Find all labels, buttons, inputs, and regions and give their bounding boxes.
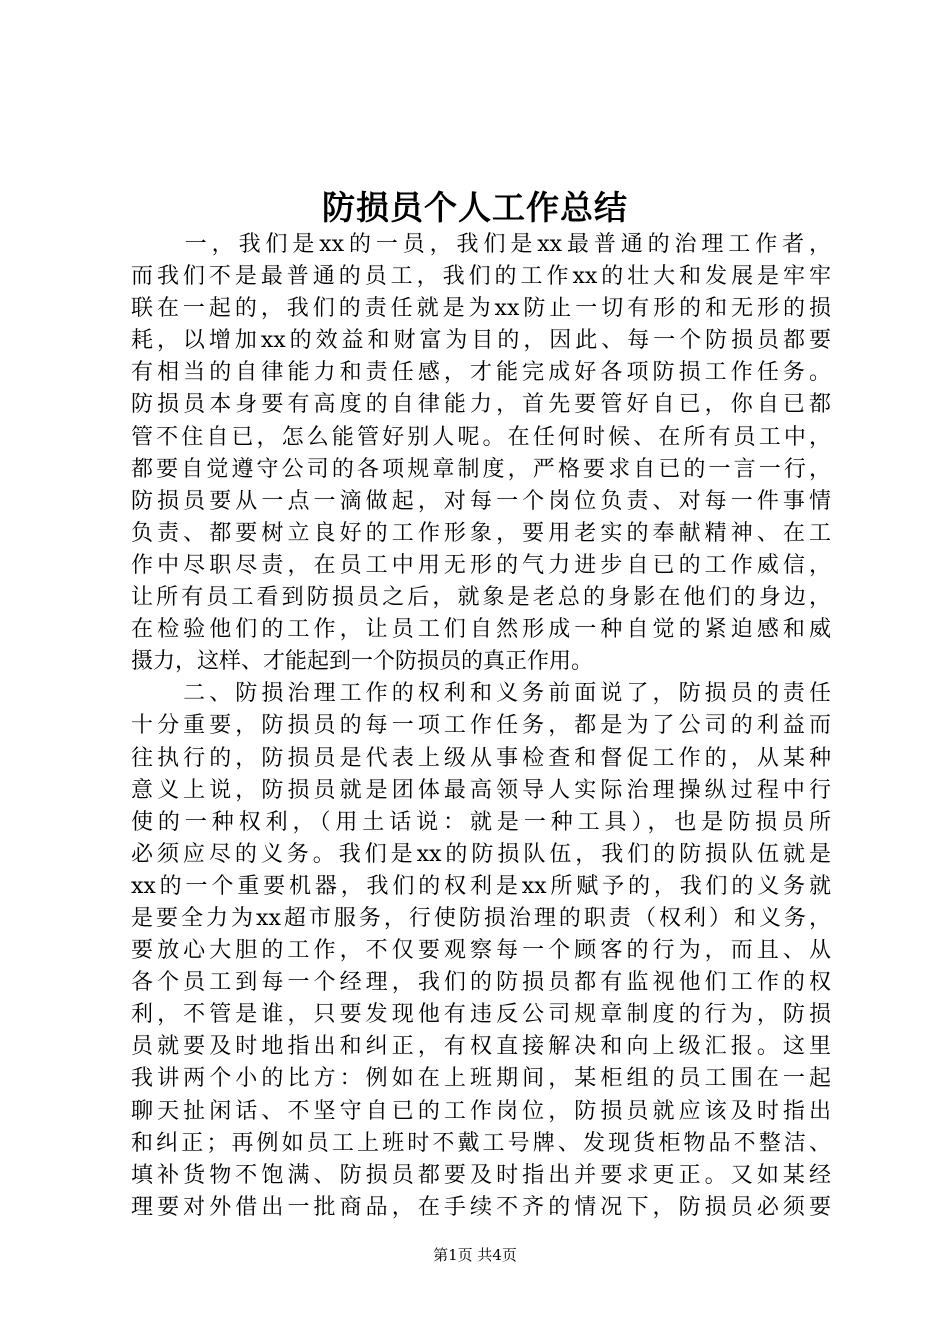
body-text-line: 联在一起的，我们的责任就是为xx防止一切有形的和无形的损 — [131, 296, 831, 322]
body-text-line: 必须应尽的义务。我们是xx的防损队伍，我们的防损队伍就是 — [131, 841, 831, 867]
body-text-line: 都要自觉遵守公司的各项规章制度，严格要求自已的一言一行， — [131, 456, 831, 482]
body-text-line: 聊天扯闲话、不坚守自已的工作岗位，防损员就应该及时指出 — [131, 1098, 831, 1124]
body-text-line: 摄力，这样、才能起到一个防损员的真正作用。 — [131, 649, 594, 675]
document-title: 防损员个人工作总结 — [322, 188, 628, 227]
body-text-line: 十分重要，防损员的每一项工作任务，都是为了公司的利益而 — [131, 713, 831, 739]
body-text-line: 让所有员工看到防损员之后，就象是老总的身影在他们的身边， — [131, 585, 831, 611]
body-text-line: 往执行的，防损员是代表上级从事检查和督促工作的，从某种 — [131, 745, 831, 771]
body-text-line: 作中尽职尽责，在员工中用无形的气力进步自已的工作威信， — [131, 552, 831, 578]
body-text-line: 我讲两个小的比方：例如在上班期间，某柜组的员工围在一起 — [131, 1066, 831, 1092]
body-text-line: 要放心大胆的工作，不仅要观察每一个顾客的行为，而且、从 — [131, 938, 831, 964]
body-text-line: 使的一种权利，（用土话说：就是一种工具），也是防损员所 — [131, 809, 831, 835]
body-text-line: 是要全力为xx超市服务，行使防损治理的职责（权利）和义务， — [131, 905, 831, 931]
body-text-line: 防损员本身要有高度的自律能力，首先要管好自已，你自已都 — [131, 392, 831, 418]
body-text-line: 利，不管是谁，只要发现他有违反公司规章制度的行为，防损 — [131, 1002, 831, 1028]
page-footer: 第1页 共4页 — [433, 1246, 517, 1264]
body-text-line: 防损员要从一点一滴做起，对每一个岗位负责、对每一件事情 — [131, 488, 831, 514]
body-text-line: 而我们不是最普通的员工，我们的工作xx的壮大和发展是牢牢 — [131, 264, 831, 290]
document-body — [131, 229, 831, 1224]
body-text-line: 各个员工到每一个经理，我们的防损员都有监视他们工作的权 — [131, 970, 831, 996]
body-text-line: 在检验他们的工作，让员工们自然形成一种自觉的紧迫感和威 — [131, 617, 831, 643]
body-text-line: 二、防损治理工作的权利和义务前面说了，防损员的责任 — [131, 681, 831, 707]
body-text-line: 意义上说，防损员就是团体最高领导人实际治理操纵过程中行 — [131, 777, 831, 803]
body-text-line: 有相当的自律能力和责任感，才能完成好各项防损工作任务。 — [131, 360, 831, 386]
body-text-line: 负责、都要树立良好的工作形象，要用老实的奉献精神、在工 — [131, 520, 831, 546]
body-text-line: 和纠正；再例如员工上班时不戴工号牌、发现货柜物品不整洁、 — [131, 1130, 831, 1156]
body-text-line: 管不住自已，怎么能管好别人呢。在任何时候、在所有员工中， — [131, 424, 831, 450]
body-text-line: 一，我们是xx的一员，我们是xx最普通的治理工作者， — [131, 232, 831, 257]
body-text-line: 员就要及时地指出和纠正，有权直接解决和向上级汇报。这里 — [131, 1034, 831, 1060]
body-text-line: 耗，以增加xx的效益和财富为目的，因此、每一个防损员都要 — [131, 328, 831, 354]
body-text-line: 理要对外借出一批商品，在手续不齐的情况下，防损员必须要 — [131, 1194, 831, 1220]
body-text-line: 填补货物不饱满、防损员都要及时指出并要求更正。又如某经 — [131, 1162, 831, 1188]
body-text-line: xx的一个重要机器，我们的权利是xx所赋予的，我们的义务就 — [131, 873, 831, 899]
